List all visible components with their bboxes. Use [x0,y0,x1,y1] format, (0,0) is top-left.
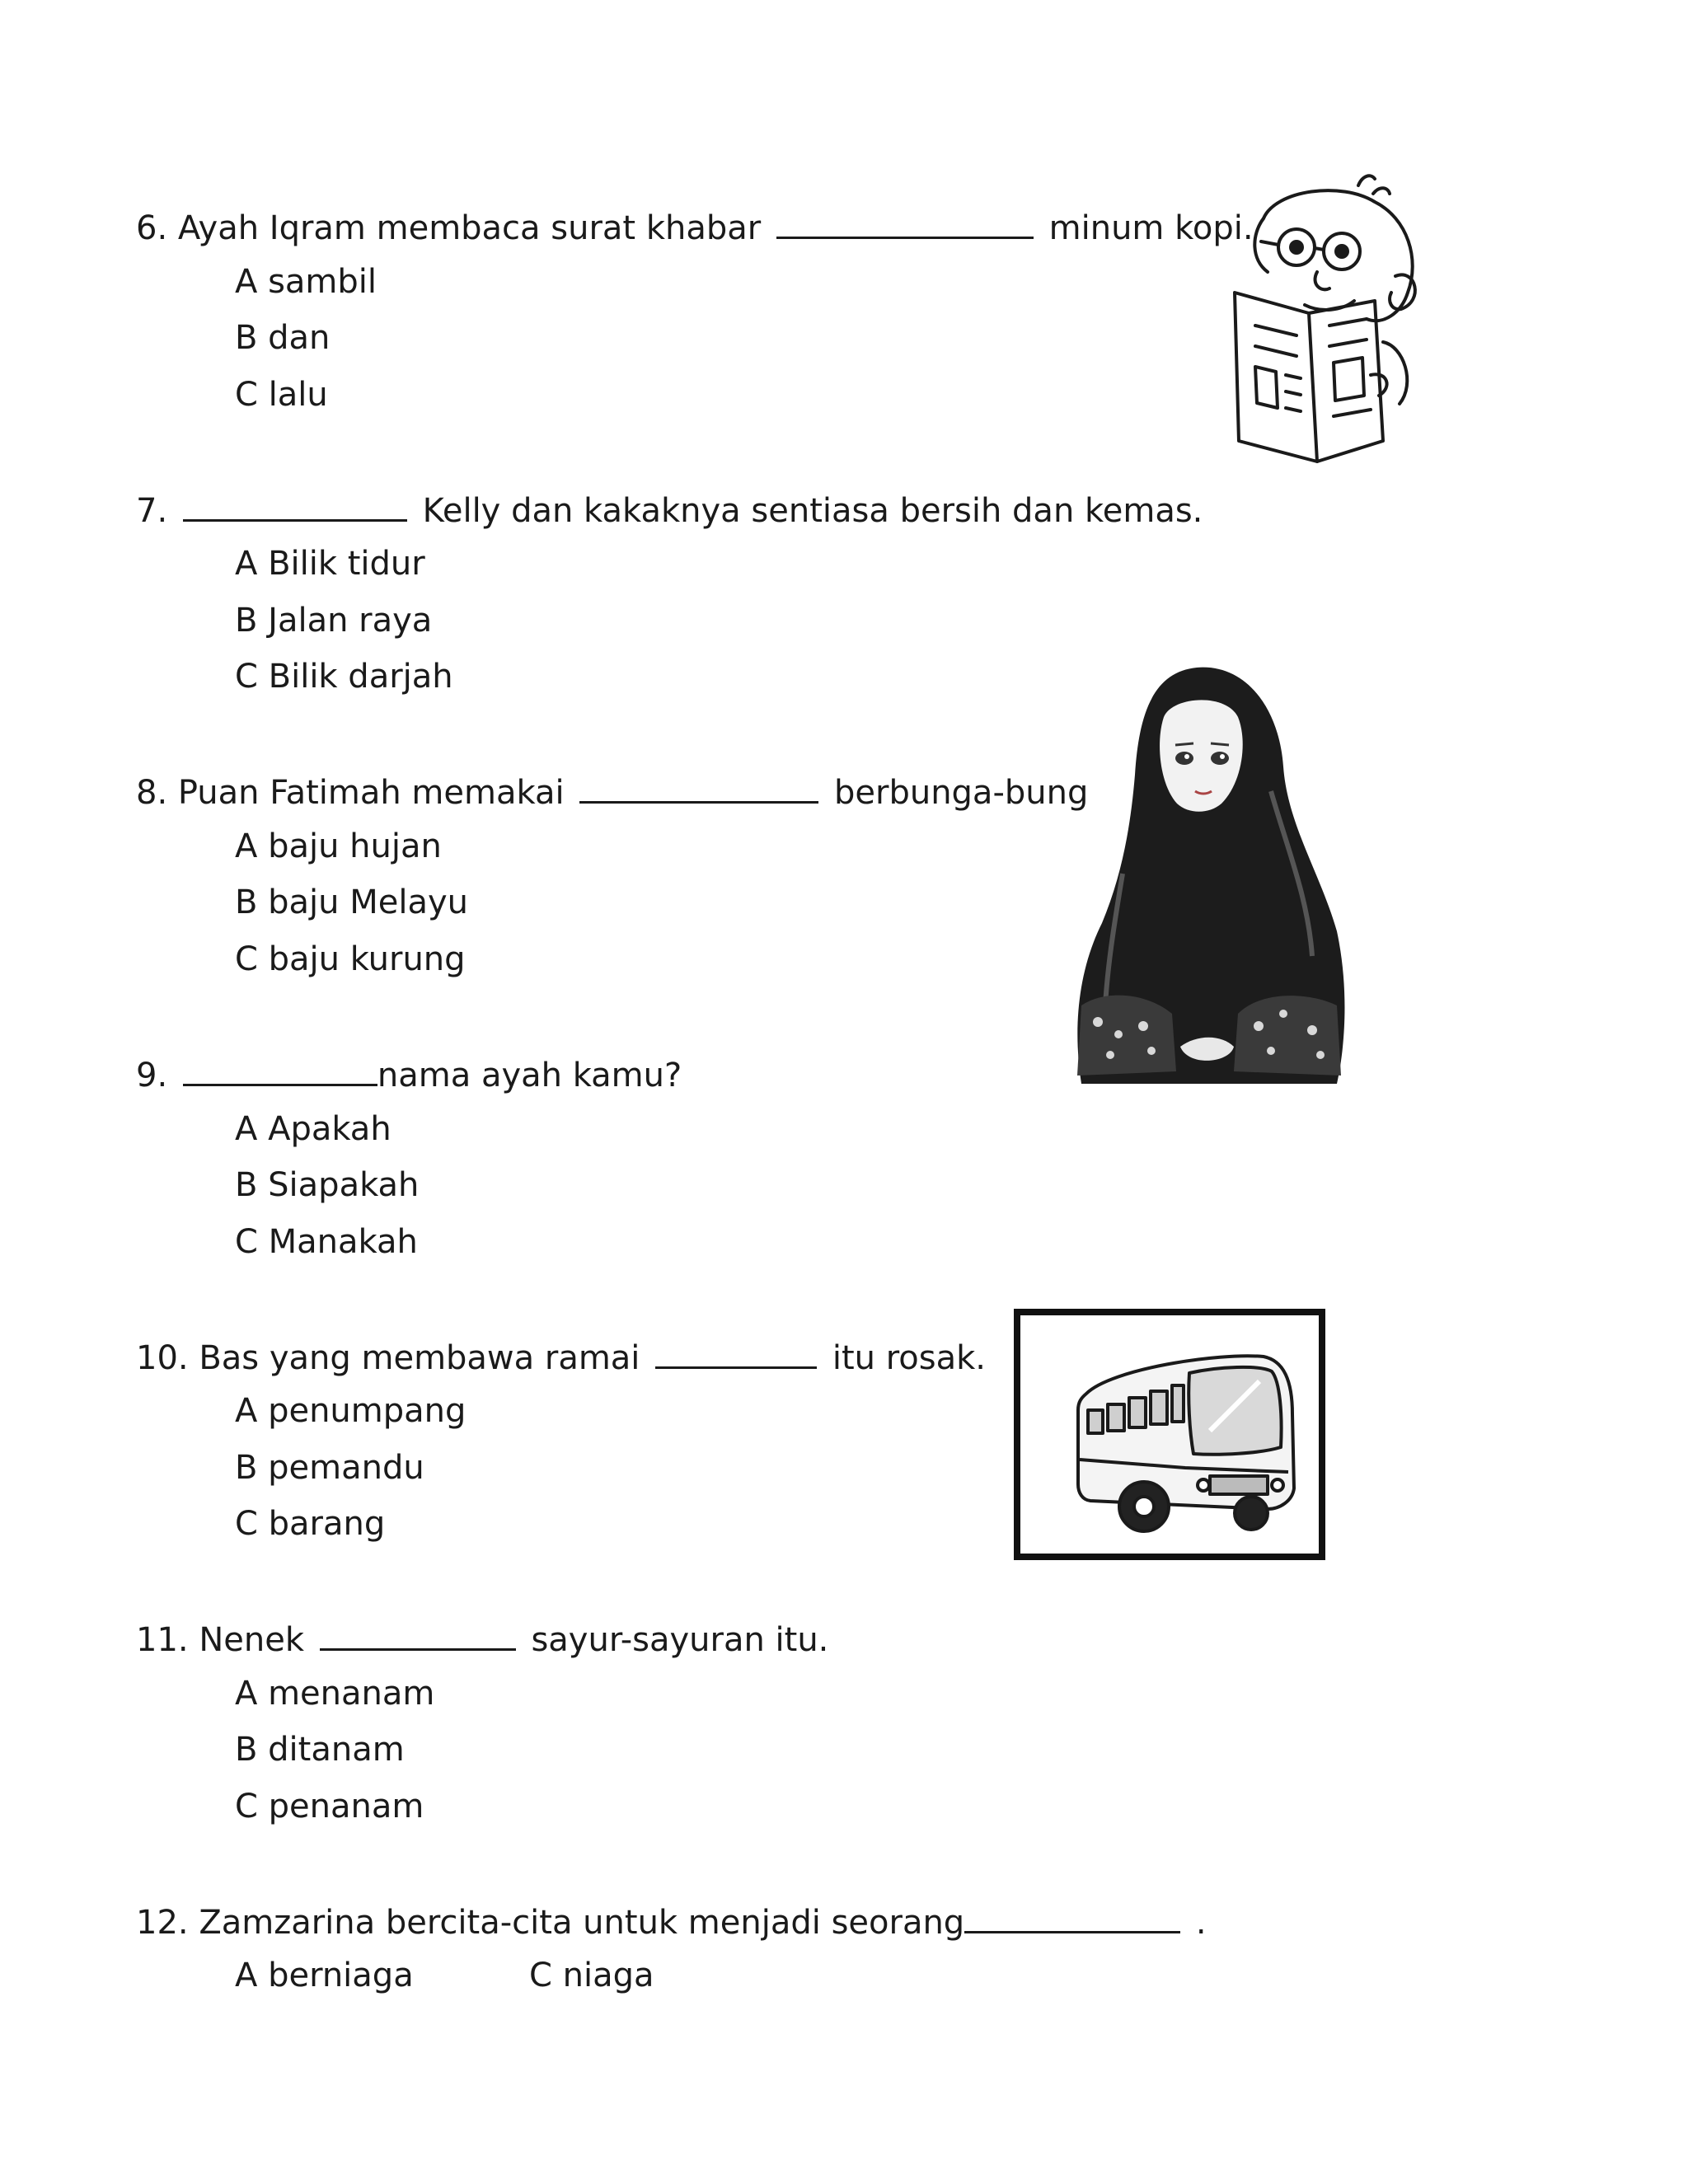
question-text-after: itu rosak. [832,1339,986,1377]
option-b[interactable]: B Siapakah [235,1166,420,1204]
question-text-after: minum kopi. [1048,209,1254,247]
question-8 [136,773,1089,812]
question-text-after: . [1195,1904,1207,1942]
question-text-before: Ayah Iqram membaca surat khabar [177,209,762,247]
question-number: 9. [136,1057,168,1094]
option-a[interactable]: A baju hujan [235,827,442,865]
option-b[interactable]: B ditanam [235,1731,405,1769]
option-c[interactable]: C Manakah [235,1223,418,1261]
option-a[interactable]: A penumpang [235,1392,467,1430]
option-b[interactable]: B baju Melayu [235,883,469,921]
question-number: 11. [136,1621,189,1659]
question-number: 7. [136,492,168,530]
option-c[interactable]: C baju kurung [235,940,466,978]
option-a[interactable]: A berniaga [235,1957,414,1994]
option-b[interactable]: B pemandu [235,1449,424,1487]
option-b[interactable]: B Jalan raya [235,602,433,640]
option-c[interactable]: C lalu [235,376,328,414]
answer-blank[interactable] [655,1338,817,1369]
option-a[interactable]: A Bilik tidur [235,545,425,583]
question-text-before: Puan Fatimah memakai [177,774,565,812]
answer-blank[interactable] [964,1903,1180,1933]
question-text-before: Bas yang membawa ramai [199,1339,640,1377]
question-11 [136,1620,828,1657]
question-text-after: sayur-sayuran itu. [531,1621,829,1659]
option-c[interactable]: C Bilik darjah [235,658,453,696]
bus-icon [1014,1309,1325,1560]
man-reading-newspaper-icon [1218,169,1428,474]
question-number: 12. [136,1904,189,1942]
answer-blank[interactable] [183,491,407,522]
option-a[interactable]: A sambil [235,263,377,301]
question-text-after: berbunga-bung [834,774,1089,812]
option-c[interactable]: C penanam [235,1788,424,1825]
question-text-before: Nenek [199,1621,304,1659]
option-b[interactable]: B dan [235,319,331,357]
option-a[interactable]: A menanam [235,1675,435,1713]
question-number: 6. [136,209,168,247]
question-7 [136,491,1203,530]
option-a[interactable]: A Apakah [235,1110,392,1148]
woman-in-hijab-icon [1073,659,1345,1084]
answer-blank[interactable] [183,1056,377,1086]
question-text-after: Kelly dan kakaknya sentiasa bersih dan kemas. [422,492,1203,530]
question-9 [136,1056,682,1092]
question-number: 10. [136,1339,189,1377]
answer-blank[interactable] [579,773,818,804]
question-text-after: nama ayah kamu? [377,1057,682,1094]
question-12 [136,1903,1207,1942]
question-6 [136,209,1254,245]
question-number: 8. [136,774,168,812]
question-text-before: Zamzarina bercita-cita untuk menjadi seorang [199,1904,965,1942]
question-10 [136,1338,986,1375]
answer-blank[interactable] [776,209,1034,239]
option-c[interactable]: C niaga [529,1957,654,1994]
option-c[interactable]: C barang [235,1505,386,1543]
answer-blank[interactable] [320,1620,516,1651]
